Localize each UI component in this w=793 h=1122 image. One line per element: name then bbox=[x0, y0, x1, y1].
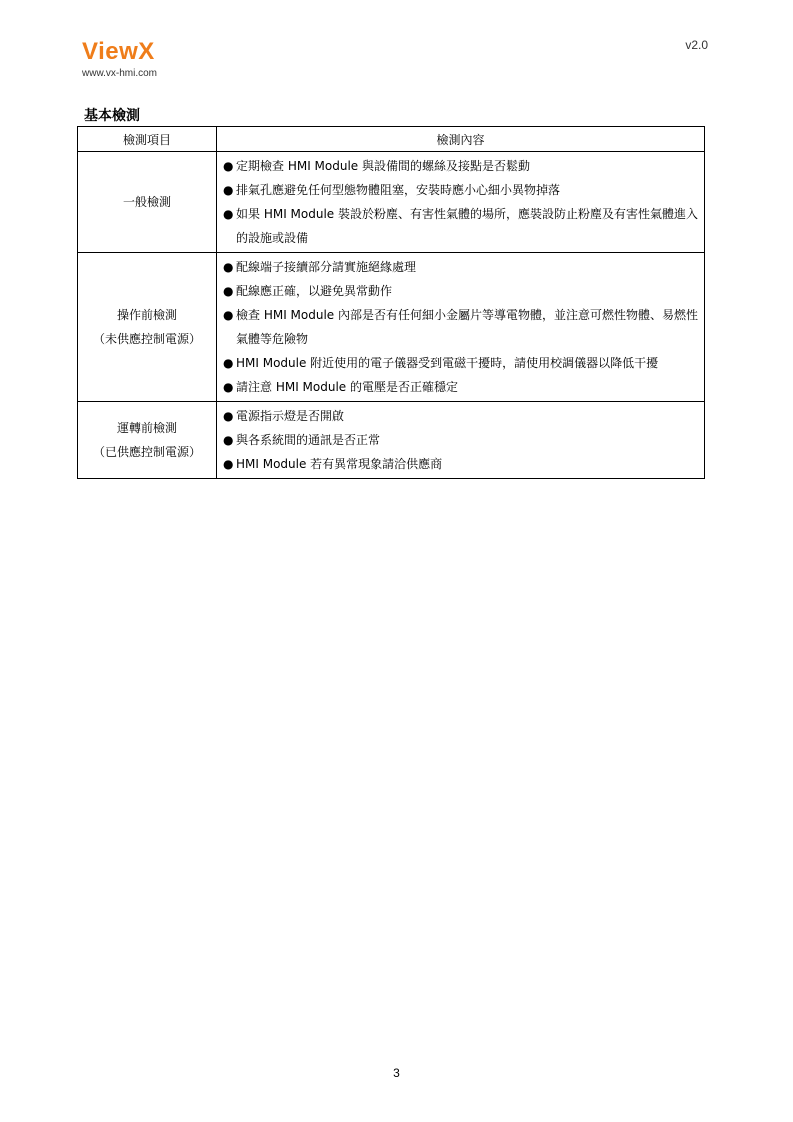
bullet-icon: ● bbox=[223, 356, 234, 370]
content-cell bbox=[217, 152, 705, 253]
item-sublabel: （已供應控制電源） bbox=[92, 445, 201, 459]
list-item-text: 與各系統間的通訊是否正常 bbox=[236, 433, 381, 447]
list-item bbox=[223, 279, 698, 303]
list-item-text: 檢查 HMI Module 內部是否有任何細小金屬片等導電物體，並注意可燃性物體、易燃性氣體等危險物 bbox=[236, 308, 698, 346]
header bbox=[82, 38, 157, 79]
item-label: 一般檢測 bbox=[122, 195, 171, 209]
list-item bbox=[223, 178, 698, 202]
list-item-text: 定期檢查 HMI Module 與設備間的螺絲及接點是否鬆動 bbox=[236, 159, 530, 173]
item-cell bbox=[78, 253, 217, 402]
bullet-icon: ● bbox=[223, 380, 234, 394]
item-cell bbox=[78, 402, 217, 479]
list-item bbox=[223, 404, 698, 428]
version-label: v2.0 bbox=[685, 38, 708, 52]
list-item-text: 配線應正確，以避免異常動作 bbox=[236, 284, 393, 298]
bullet-icon: ● bbox=[223, 308, 234, 322]
list-item-text: 排氣孔應避免任何型態物體阻塞，安裝時應小心細小異物掉落 bbox=[236, 183, 561, 197]
table-row bbox=[78, 152, 705, 253]
bullet-icon: ● bbox=[223, 183, 234, 197]
content-cell bbox=[217, 402, 705, 479]
website-url[interactable]: www.vx-hmi.com bbox=[82, 68, 158, 79]
list-item bbox=[223, 351, 698, 375]
bullet-icon: ● bbox=[223, 260, 234, 274]
table-row bbox=[78, 402, 705, 479]
list-item bbox=[223, 452, 698, 476]
list-item-text: 請注意 HMI Module 的電壓是否正確穩定 bbox=[236, 380, 458, 394]
list-item bbox=[223, 202, 698, 250]
column-header-item: 檢測項目 bbox=[78, 127, 217, 152]
bullet-icon: ● bbox=[223, 207, 234, 221]
bullet-icon: ● bbox=[223, 284, 234, 298]
brand-logo: ViewX bbox=[82, 38, 155, 65]
list-item bbox=[223, 375, 698, 399]
list-item-text: HMI Module 若有異常現象請洽供應商 bbox=[236, 457, 443, 471]
list-item bbox=[223, 154, 698, 178]
content-cell bbox=[217, 253, 705, 402]
list-item-text: HMI Module 附近使用的電子儀器受到電磁干擾時，請使用校調儀器以降低干擾 bbox=[236, 356, 659, 370]
bullet-icon: ● bbox=[223, 159, 234, 173]
list-item-text: 如果 HMI Module 裝設於粉塵、有害性氣體的場所，應裝設防止粉塵及有害性氣體進入的設施或設備 bbox=[236, 207, 698, 245]
table-header-row bbox=[78, 127, 705, 152]
list-item-text: 配線端子接續部分請實施絕緣處理 bbox=[236, 260, 417, 274]
item-label: 操作前檢測 bbox=[116, 308, 177, 322]
section-title: 基本檢測 bbox=[84, 108, 140, 124]
page-number: 3 bbox=[393, 1066, 400, 1080]
list-item bbox=[223, 255, 698, 279]
bullet-icon: ● bbox=[223, 433, 234, 447]
column-header-content: 檢測內容 bbox=[217, 127, 705, 152]
item-label: 運轉前檢測 bbox=[116, 421, 177, 435]
list-item bbox=[223, 303, 698, 351]
list-item bbox=[223, 428, 698, 452]
bullet-icon: ● bbox=[223, 457, 234, 471]
bullet-icon: ● bbox=[223, 409, 234, 423]
table-row bbox=[78, 253, 705, 402]
list-item-text: 電源指示燈是否開啟 bbox=[236, 409, 345, 423]
item-cell bbox=[78, 152, 217, 253]
inspection-table bbox=[77, 126, 705, 479]
item-sublabel: （未供應控制電源） bbox=[92, 332, 201, 346]
